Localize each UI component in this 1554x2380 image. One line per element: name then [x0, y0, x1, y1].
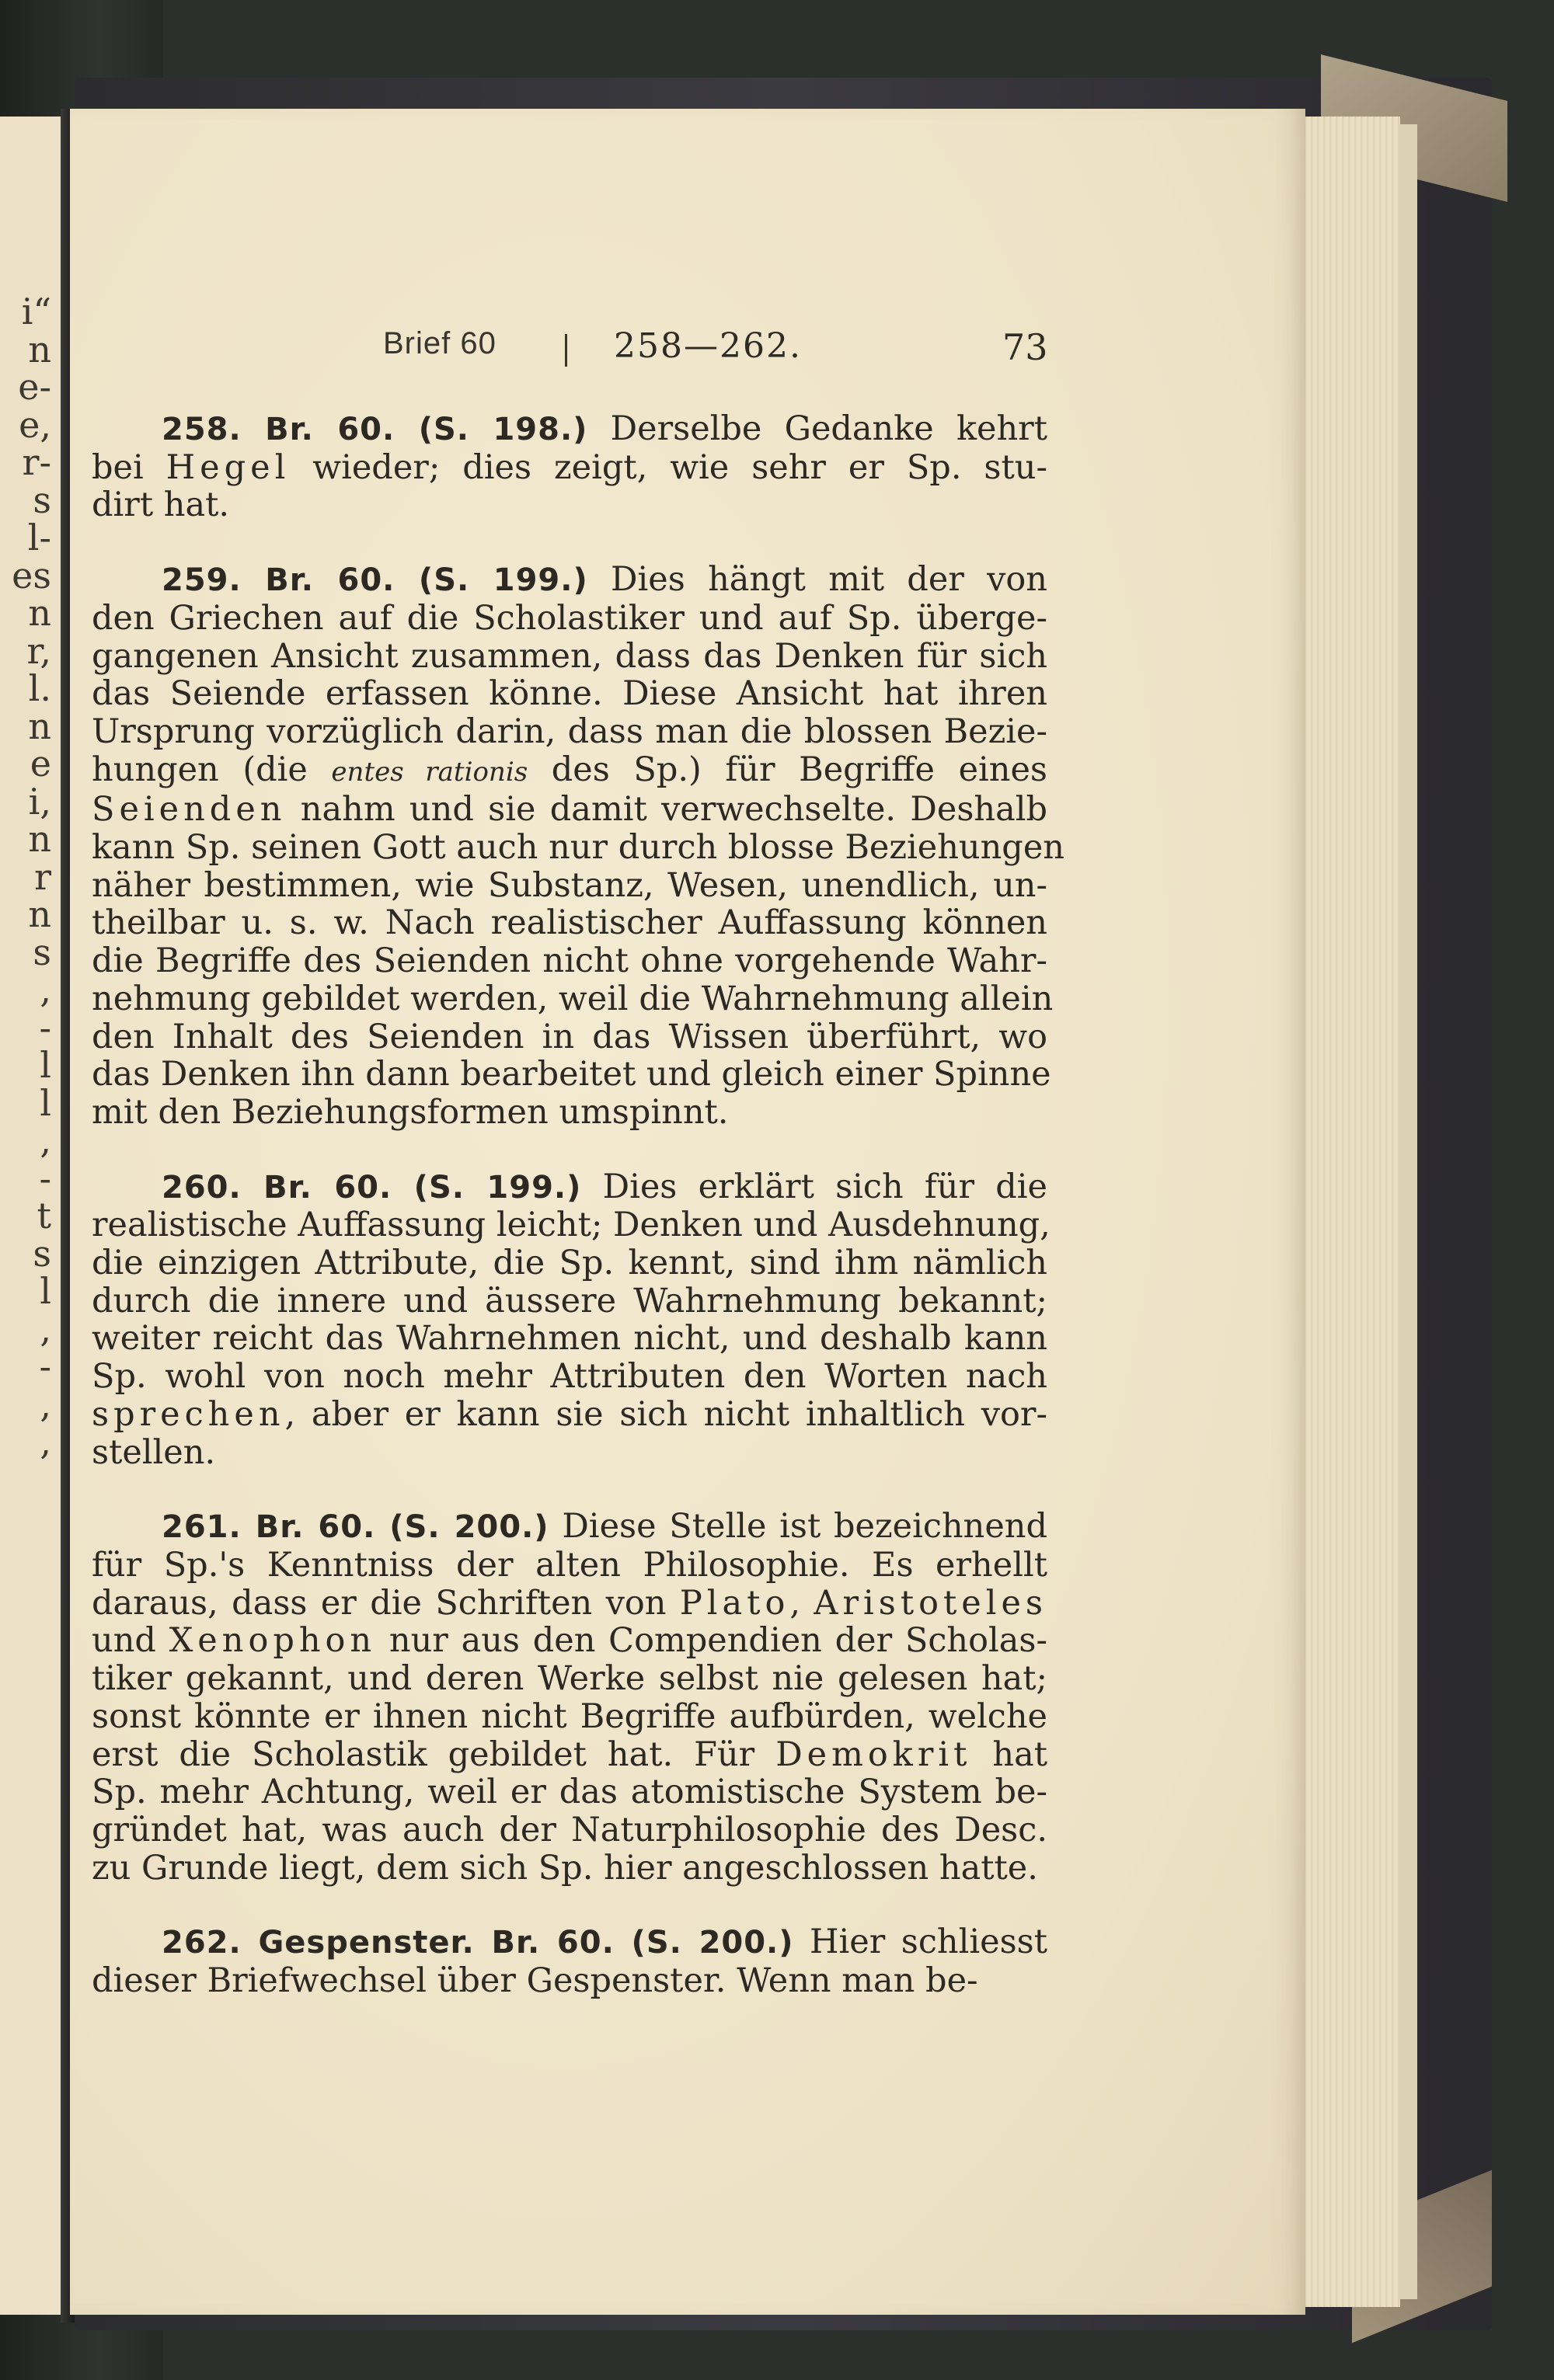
running-head-range: 258—262.: [614, 326, 802, 366]
text-line: [92, 1320, 1047, 1358]
page-stack-edge: [1399, 124, 1417, 2299]
text-segment: Sp. wohl von noch mehr Attributen den Worten nach: [92, 1357, 1047, 1397]
entry-reference: 259. Br. 60. (S. 199.): [162, 562, 588, 599]
text-line: [92, 1585, 1047, 1623]
text-segment: mit den Beziehungsformen umspinnt.: [92, 1092, 729, 1132]
left-page-edge: [0, 117, 62, 2315]
running-head-letter: Brief 60: [383, 326, 497, 360]
text-segment: Demokrit: [775, 1735, 972, 1774]
facing-page-fragment: n: [28, 328, 51, 371]
facing-page-fragment: n: [28, 705, 51, 747]
text-line: [92, 1434, 1047, 1472]
text-segment: nahm und sie damit verwechselte. Deshalb: [286, 790, 1047, 830]
text-segment: die Begriffe des Seienden nicht ohne vorgehende Wahr-: [92, 941, 1047, 981]
page-number: 73: [1002, 326, 1048, 368]
facing-page-fragment: e,: [19, 403, 51, 446]
facing-page-fragment: s: [33, 931, 51, 973]
facing-page-fragment: i,: [28, 780, 51, 823]
text-line: [92, 1923, 1047, 1962]
text-line: [92, 1508, 1047, 1547]
text-line: [92, 1736, 1047, 1774]
text-line: [92, 1962, 1047, 2000]
text-line: [92, 1244, 1047, 1282]
text-segment: hungen (die: [92, 750, 332, 789]
text-line: [92, 410, 1047, 449]
text-line: [92, 1547, 1047, 1585]
text-line: [92, 867, 1047, 905]
text-line: [92, 1055, 1051, 1094]
text-line: [92, 751, 1047, 792]
text-segment: Aristoteles: [814, 1583, 1047, 1623]
text-segment: wieder; dies zeigt, wie sehr er Sp. stu-: [290, 447, 1047, 487]
text-segment: nehmung gebildet werden, weil die Wahrnehmung allein: [92, 979, 1054, 1018]
text-segment: dirt hat.: [92, 485, 230, 525]
facing-page-fragment: n: [28, 592, 51, 634]
text-segment: stellen.: [92, 1432, 216, 1472]
text-line: [92, 942, 1047, 980]
text-line: [92, 486, 1047, 524]
text-segment: durch die innere und äussere Wahrnehmung bekannt;: [92, 1281, 1047, 1320]
header-separator: [565, 334, 567, 367]
facing-page-fragment: ,: [40, 969, 51, 1011]
text-segment: die einzigen Attribute, die Sp. kennt, sind ihm nämlich: [92, 1244, 1047, 1283]
text-segment: Xenophon: [169, 1621, 377, 1661]
text-segment: Seienden: [92, 790, 287, 830]
text-segment: für Sp.'s Kenntniss der alten Philosophie. Es erhellt: [92, 1545, 1047, 1585]
facing-page-fragment: l: [40, 1044, 51, 1086]
paragraph: [92, 1167, 1051, 1472]
facing-page-fragment: e: [30, 743, 51, 785]
text-line: [92, 791, 1047, 829]
text-line: [92, 1773, 1047, 1811]
facing-page-fragment: l-: [27, 517, 51, 558]
text-line: [92, 828, 1064, 868]
text-segment: kann Sp. seinen Gott auch nur durch blosse Beziehungen: [92, 828, 1064, 868]
text-segment: den Griechen auf die Scholastiker und auf Sp. überge-: [92, 598, 1047, 638]
text-segment: Sp. mehr Achtung, weil er das atomistische System be-: [92, 1773, 1047, 1812]
text-segment: , aber er kann sie sich nicht inhaltlich vor-: [284, 1394, 1047, 1434]
text-segment: Hier schliesst: [793, 1922, 1047, 1962]
text-line: [92, 1849, 1047, 1888]
text-line: [92, 1622, 1047, 1660]
text-segment: und: [92, 1621, 169, 1661]
text-segment: entes rationis: [331, 756, 528, 788]
facing-page-fragment: r-: [22, 441, 51, 483]
text-line: [92, 1018, 1047, 1056]
text-line: [92, 1206, 1051, 1245]
text-segment: Plato: [679, 1583, 790, 1623]
entry-reference: 262. Gespenster. Br. 60. (S. 200.): [162, 1925, 794, 1961]
facing-page-fragment: ,: [40, 1383, 51, 1425]
text-line: [92, 1168, 1047, 1207]
text-segment: das Seiende erfassen könne. Diese Ansicht hat ihren: [92, 674, 1047, 714]
text-segment: dieser Briefwechsel über Gespenster. Wenn man be-: [92, 1961, 978, 2001]
text-line: [92, 1811, 1047, 1849]
facing-page-fragment: t: [37, 1195, 51, 1237]
facing-page-fragment: ,: [40, 1119, 51, 1161]
text-segment: tiker gekannt, und deren Werke selbst nie gelesen hat;: [92, 1659, 1047, 1699]
facing-page-fragment: -: [39, 1345, 51, 1387]
text-segment: nur aus den Compendien der Scholas-: [376, 1621, 1047, 1661]
text-line: [92, 449, 1047, 487]
text-segment: theilbar u. s. w. Nach realistischer Auffassung können: [92, 903, 1047, 943]
facing-page-fragment: r: [34, 855, 51, 898]
text-line: [92, 1660, 1047, 1698]
text-segment: Diese Stelle ist bezeichnend: [549, 1507, 1047, 1547]
facing-page-fragment: n: [28, 818, 51, 860]
paragraph: [92, 410, 1047, 524]
text-segment: Dies erklärt sich für die: [581, 1167, 1047, 1206]
body-text: [92, 409, 1064, 2037]
text-line: [92, 561, 1047, 600]
text-line: [92, 713, 1047, 751]
text-segment: zu Grunde liegt, dem sich Sp. hier angeschlossen hatte.: [92, 1848, 1038, 1888]
entry-reference: 260. Br. 60. (S. 199.): [162, 1169, 582, 1206]
text-line: [92, 1282, 1047, 1320]
text-segment: Derselbe Gedanke kehrt: [587, 409, 1048, 448]
text-segment: den Inhalt des Seienden in das Wissen überführt, wo: [92, 1017, 1047, 1056]
text-line: [92, 675, 1047, 713]
facing-page-fragment: ,: [40, 1421, 51, 1463]
text-line: [92, 979, 1054, 1018]
text-segment: realistische Auffassung leicht; Denken und Ausdehnung,: [92, 1206, 1051, 1245]
text-line: [92, 638, 1047, 676]
text-segment: gründet hat, was auch der Naturphilosophie des Desc.: [92, 1810, 1047, 1849]
facing-page-fragment: ,: [40, 1307, 51, 1350]
text-segment: hat: [971, 1735, 1048, 1774]
text-segment: Dies hängt mit der von: [587, 560, 1048, 600]
facing-page-fragment: s: [33, 478, 51, 521]
text-segment: erst die Scholastik gebildet hat. Für: [92, 1735, 776, 1774]
text-segment: daraus, dass er die Schriften von: [92, 1583, 680, 1623]
text-segment: weiter reicht das Wahrnehmen nicht, und deshalb kann: [92, 1319, 1047, 1359]
facing-page-fragment: l: [40, 1270, 51, 1312]
facing-page-fragment: -: [39, 1006, 51, 1049]
text-segment: näher bestimmen, wie Substanz, Wesen, unendlich, un-: [92, 865, 1047, 905]
facing-page-fragment: es: [12, 554, 51, 597]
paragraph: [92, 1508, 1047, 1887]
facing-page-fragment: r,: [26, 629, 51, 672]
text-segment: gangenen Ansicht zusammen, dass das Denken für sich: [92, 636, 1047, 676]
text-segment: sonst könnte er ihnen nicht Begriffe aufbürden, welche: [92, 1696, 1047, 1736]
text-segment: das Denken ihn dann bearbeitet und gleich einer Spinne: [92, 1055, 1051, 1094]
paragraph: [92, 560, 1064, 1132]
text-line: [92, 1698, 1047, 1736]
text-segment: sprechen: [92, 1394, 285, 1434]
text-line: [92, 1094, 1047, 1132]
facing-page-fragment: s: [33, 1232, 51, 1275]
facing-page-fragment: l.: [28, 667, 51, 709]
page-header: [0, 326, 1554, 373]
entry-reference: 258. Br. 60. (S. 198.): [162, 412, 588, 447]
text-segment: bei: [92, 447, 166, 487]
text-line: [92, 1358, 1047, 1396]
facing-page-fragment: e-: [18, 366, 51, 408]
text-segment: Hegel: [166, 447, 291, 487]
paragraph: [92, 1923, 1047, 1999]
facing-page-fragment: i“: [21, 291, 51, 332]
text-segment: Ursprung vorzüglich darin, dass man die blossen Bezie-: [92, 712, 1047, 751]
text-line: [92, 600, 1047, 638]
text-line: [92, 1396, 1047, 1434]
facing-page-fragment: -: [39, 1157, 51, 1199]
text-segment: ,: [789, 1583, 814, 1623]
facing-page-fragment: n: [28, 893, 51, 935]
text-segment: des Sp.) für Begriffe eines: [528, 750, 1047, 789]
entry-reference: 261. Br. 60. (S. 200.): [162, 1509, 549, 1546]
facing-page-fragment: l: [40, 1081, 51, 1124]
text-line: [92, 904, 1047, 942]
